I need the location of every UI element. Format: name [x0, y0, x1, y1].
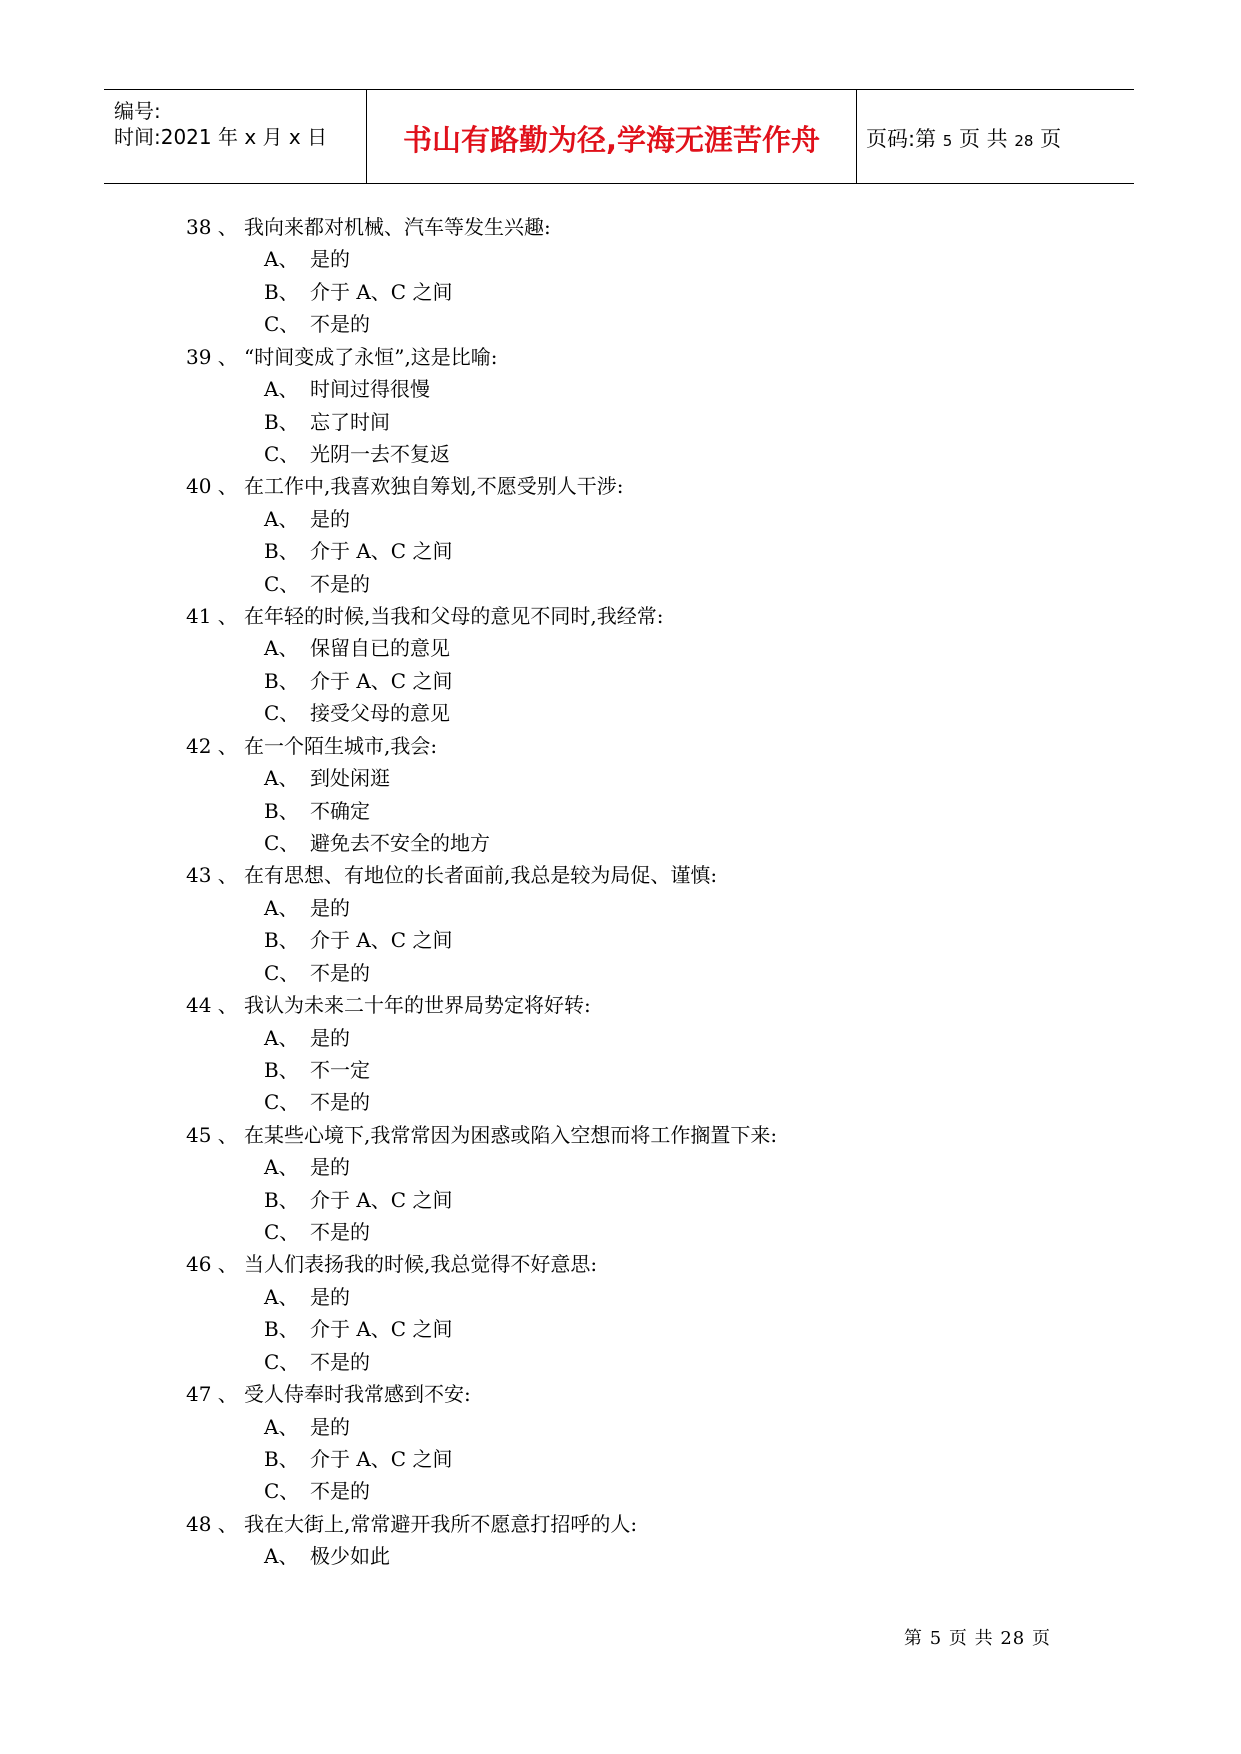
option-label: A、	[264, 377, 299, 402]
option-text: 是的	[310, 1155, 350, 1180]
question-number: 46 、	[186, 1252, 238, 1277]
page-code-total: 28	[1014, 132, 1034, 150]
question-number: 44 、	[186, 993, 238, 1018]
question-text: 在有思想、有地位的长者面前,我总是较为局促、谨慎:	[244, 863, 718, 888]
option-label: B、	[264, 668, 299, 693]
option-text: 介于 A、C 之间	[310, 279, 453, 304]
header-divider	[366, 90, 367, 183]
page-code-middle: 页 共	[952, 127, 1015, 151]
option-label: B、	[264, 798, 299, 823]
question-number: 43 、	[186, 863, 238, 888]
option-text: 是的	[310, 1025, 350, 1050]
header-page-code	[866, 123, 1061, 153]
option-label: C、	[264, 441, 300, 466]
option-text: 介于 A、C 之间	[310, 1446, 453, 1471]
question-text: 在某些心境下,我常常因为困惑或陷入空想而将工作搁置下来:	[244, 1122, 778, 1147]
option-text: 忘了时间	[310, 409, 390, 434]
option-label: B、	[264, 279, 299, 304]
option-text: 介于 A、C 之间	[310, 539, 453, 564]
option-text: 是的	[310, 1414, 350, 1439]
option-text: 不是的	[310, 960, 370, 985]
question-number: 40 、	[186, 474, 238, 499]
option-label: A、	[264, 766, 299, 791]
option-label: C、	[264, 1349, 300, 1374]
option-label: A、	[264, 1414, 299, 1439]
option-label: C、	[264, 1479, 300, 1504]
option-label: A、	[264, 247, 299, 272]
option-label: A、	[264, 1544, 299, 1569]
option-text: 极少如此	[310, 1544, 390, 1569]
header-motto: 书山有路勤为径,学海无涯苦作舟	[402, 123, 821, 157]
question-text: 我向来都对机械、汽车等发生兴趣:	[244, 215, 551, 239]
option-label: C、	[264, 830, 300, 855]
option-text: 不是的	[310, 1090, 370, 1115]
option-label: B、	[264, 539, 299, 564]
question-text: “时间变成了永恒”,这是比喻:	[244, 344, 498, 369]
option-text: 光阴一去不复返	[310, 441, 450, 466]
option-label: A、	[264, 506, 299, 531]
page-code-prefix: 页码:第	[866, 127, 943, 151]
question-text: 受人侍奉时我常感到不安:	[244, 1382, 471, 1407]
question-number: 47 、	[186, 1382, 238, 1407]
question-text: 我在大街上,常常避开我所不愿意打招呼的人:	[244, 1511, 638, 1536]
option-text: 保留自已的意见	[310, 636, 450, 661]
header-info	[114, 90, 366, 183]
page-footer: 第 5 页 共 28 页	[904, 1628, 1051, 1649]
page-code-current: 5	[942, 132, 953, 150]
question-text: 在工作中,我喜欢独自筹划,不愿受别人干涉:	[244, 474, 624, 499]
option-text: 介于 A、C 之间	[310, 928, 453, 953]
option-label: C、	[264, 1090, 300, 1115]
option-text: 是的	[310, 506, 350, 531]
option-text: 介于 A、C 之间	[310, 1317, 453, 1342]
page-header	[104, 89, 1134, 184]
option-label: C、	[264, 1220, 300, 1245]
question-text: 我认为未来二十年的世界局势定将好转:	[244, 993, 591, 1018]
option-text: 不确定	[310, 798, 370, 823]
option-text: 介于 A、C 之间	[310, 1187, 453, 1212]
option-label: B、	[264, 1317, 299, 1342]
question-text: 在一个陌生城市,我会:	[244, 733, 438, 758]
option-text: 不是的	[310, 571, 370, 596]
option-label: A、	[264, 1155, 299, 1180]
header-divider	[856, 90, 857, 183]
option-label: A、	[264, 1025, 299, 1050]
option-label: B、	[264, 928, 299, 953]
question-number: 42 、	[186, 733, 238, 758]
option-text: 到处闲逛	[310, 766, 390, 791]
option-text: 避免去不安全的地方	[310, 830, 490, 855]
option-text: 不是的	[310, 1220, 370, 1245]
question-text: 当人们表扬我的时候,我总觉得不好意思:	[244, 1252, 598, 1277]
option-label: C、	[264, 571, 300, 596]
question-number: 39 、	[186, 344, 238, 369]
option-text: 不一定	[310, 1057, 370, 1082]
option-text: 接受父母的意见	[310, 701, 450, 726]
option-text: 不是的	[310, 312, 370, 337]
option-label: A、	[264, 1284, 299, 1309]
option-label: A、	[264, 895, 299, 920]
option-label: B、	[264, 409, 299, 434]
option-label: A、	[264, 636, 299, 661]
option-text: 是的	[310, 1284, 350, 1309]
option-text: 不是的	[310, 1349, 370, 1374]
option-label: C、	[264, 312, 300, 337]
option-label: B、	[264, 1446, 299, 1471]
option-label: C、	[264, 960, 300, 985]
option-label: C、	[264, 701, 300, 726]
page-code-suffix: 页	[1033, 127, 1062, 151]
option-text: 介于 A、C 之间	[310, 668, 453, 693]
option-text: 是的	[310, 895, 350, 920]
question-number: 38 、	[186, 215, 238, 239]
option-text: 是的	[310, 247, 350, 272]
option-text: 时间过得很慢	[310, 377, 430, 402]
document-time-label: 时间:2021 年 x 月 x 日	[114, 125, 328, 149]
question-text: 在年轻的时候,当我和父母的意见不同时,我经常:	[244, 604, 664, 629]
option-label: B、	[264, 1187, 299, 1212]
question-number: 48 、	[186, 1511, 238, 1536]
question-number: 41 、	[186, 604, 238, 629]
option-text: 不是的	[310, 1479, 370, 1504]
document-number-label: 编号:	[114, 99, 161, 123]
question-number: 45 、	[186, 1122, 238, 1147]
option-label: B、	[264, 1057, 299, 1082]
